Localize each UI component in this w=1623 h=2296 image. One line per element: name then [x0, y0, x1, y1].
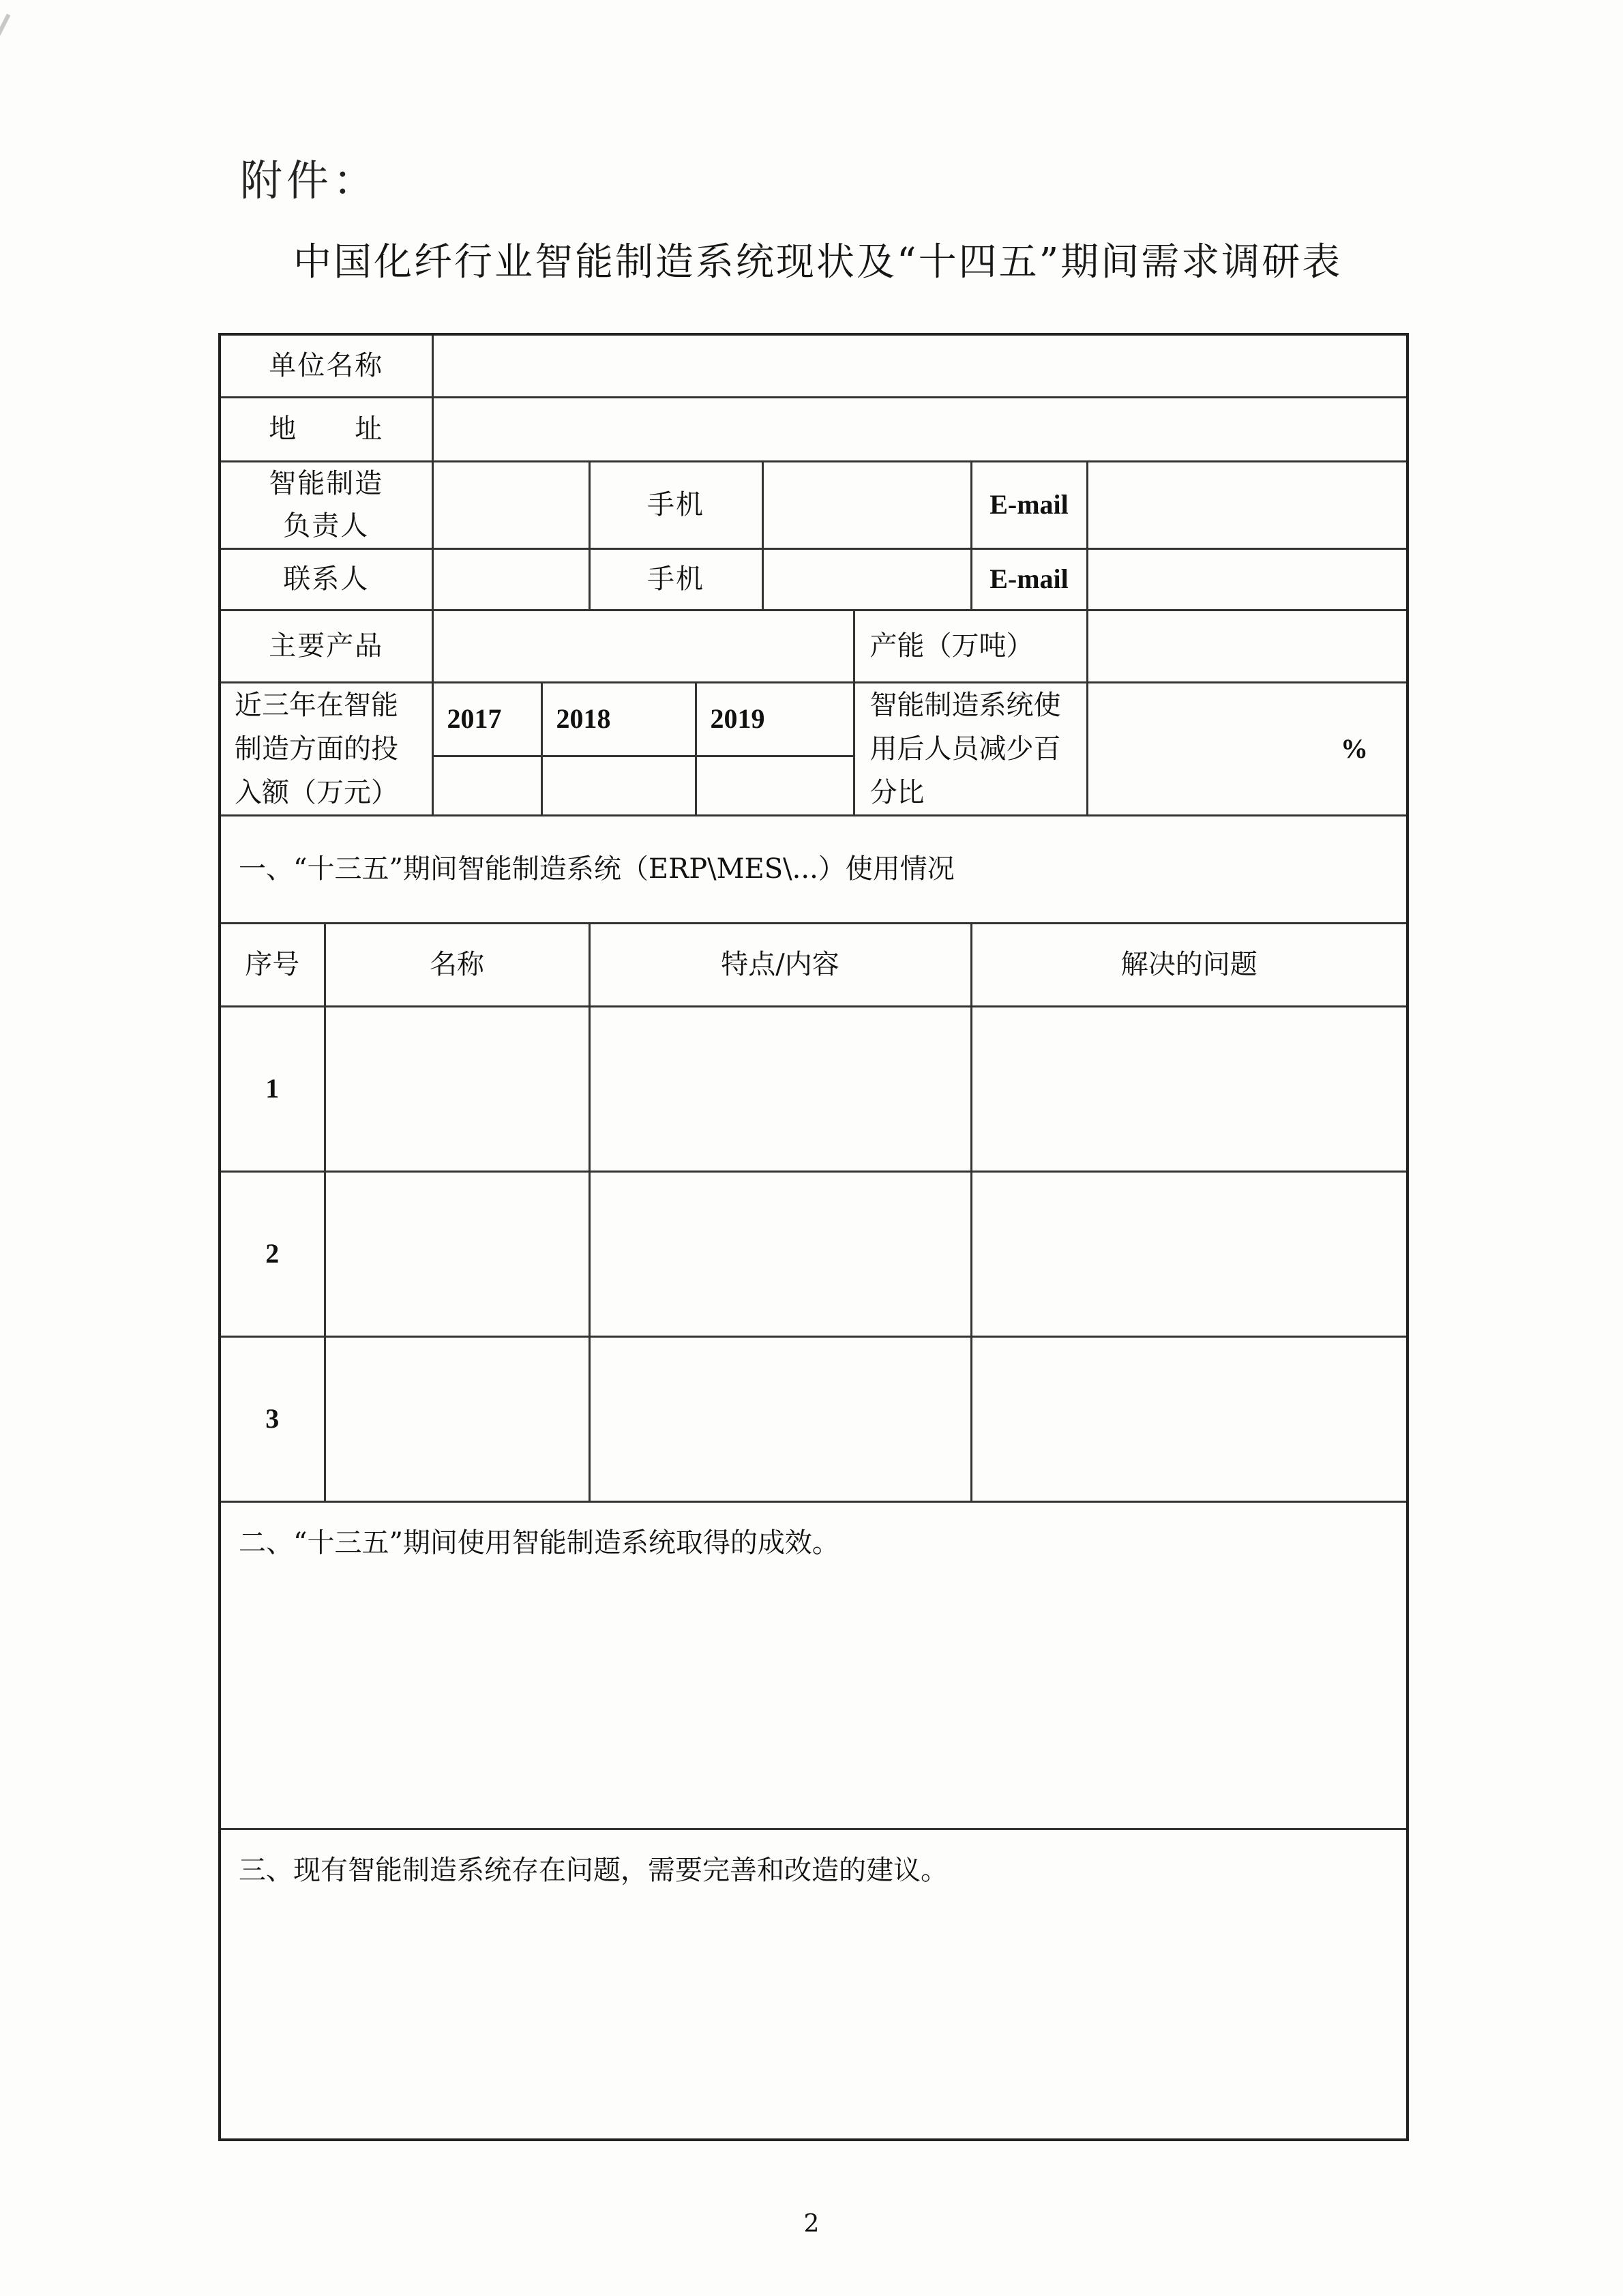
- contact-name-field[interactable]: [432, 548, 589, 610]
- year-2019-label: 2019: [696, 682, 854, 756]
- row-number: 2: [220, 1171, 325, 1336]
- section2-box[interactable]: [220, 1501, 1408, 1829]
- year-2018-label: 2018: [541, 682, 696, 756]
- section1-heading: 一、“十三五”期间智能制造系统（ERP\MES\...）使用情况: [220, 815, 1408, 923]
- column-header-name: 名称: [325, 923, 589, 1006]
- investment-label: 近三年在智能制造方面的投入额（万元）: [220, 682, 432, 815]
- section1-column-header-row: [220, 923, 1408, 1006]
- im-lead-mobile-label: 手机: [589, 461, 762, 548]
- section3-heading: 三、现有智能制造系统存在问题，需要完善和改造的建议。: [239, 1854, 948, 1886]
- address-field[interactable]: [432, 397, 1408, 461]
- address-row: [220, 397, 1408, 461]
- product-row: [220, 610, 1408, 682]
- unit-name-row: [220, 334, 1408, 397]
- table-row: [220, 1006, 1408, 1171]
- contact-email-label: E-mail: [971, 548, 1087, 610]
- year-2017-label: 2017: [432, 682, 541, 756]
- investment-year-row: [220, 682, 1408, 756]
- unit-name-label: 单位名称: [220, 334, 432, 397]
- section3-box[interactable]: [220, 1829, 1408, 2140]
- document-title: 中国化纤行业智能制造系统现状及“十四五”期间需求调研表: [293, 240, 1343, 284]
- attachment-label: 附件：: [240, 156, 380, 205]
- im-lead-label: 智能制造负责人: [220, 461, 432, 548]
- im-lead-mobile-field[interactable]: [762, 461, 971, 548]
- row-problems-field[interactable]: [971, 1336, 1408, 1501]
- capacity-label: 产能（万吨）: [854, 610, 1087, 682]
- section2-heading: 二、“十三五”期间使用智能制造系统取得的成效。: [239, 1527, 839, 1559]
- capacity-field[interactable]: [1087, 610, 1408, 682]
- contact-mobile-field[interactable]: [762, 548, 971, 610]
- survey-form-table: [218, 333, 1409, 2141]
- im-lead-email-label: E-mail: [971, 461, 1087, 548]
- row-problems-field[interactable]: [971, 1006, 1408, 1171]
- section1-heading-row: [220, 815, 1408, 923]
- column-header-problems: 解决的问题: [971, 923, 1408, 1006]
- page-number: 2: [803, 2210, 820, 2238]
- scan-edge-mark: [0, 14, 10, 216]
- invest-2018-field[interactable]: [541, 756, 696, 815]
- contact-mobile-label: 手机: [589, 548, 762, 610]
- row-features-field[interactable]: [589, 1006, 971, 1171]
- row-problems-field[interactable]: [971, 1171, 1408, 1336]
- row-name-field[interactable]: [325, 1336, 589, 1501]
- im-lead-row: [220, 461, 1408, 548]
- im-lead-email-field[interactable]: [1087, 461, 1408, 548]
- contact-email-field[interactable]: [1087, 548, 1408, 610]
- main-product-field[interactable]: [432, 610, 854, 682]
- row-name-field[interactable]: [325, 1171, 589, 1336]
- row-features-field[interactable]: [589, 1171, 971, 1336]
- invest-2017-field[interactable]: [432, 756, 541, 815]
- contact-row: [220, 548, 1408, 610]
- column-header-features: 特点/内容: [589, 923, 971, 1006]
- invest-2019-field[interactable]: [696, 756, 854, 815]
- column-header-seq: 序号: [220, 923, 325, 1006]
- row-features-field[interactable]: [589, 1336, 971, 1501]
- row-number: 1: [220, 1006, 325, 1171]
- table-row: [220, 1171, 1408, 1336]
- section3-row: [220, 1829, 1408, 2140]
- reduction-label: 智能制造系统使用后人员减少百分比: [854, 682, 1087, 815]
- row-number: 3: [220, 1336, 325, 1501]
- address-label: 地 址: [220, 397, 432, 461]
- table-row: [220, 1336, 1408, 1501]
- section2-row: [220, 1501, 1408, 1829]
- unit-name-field[interactable]: [432, 334, 1408, 397]
- main-product-label: 主要产品: [220, 610, 432, 682]
- row-name-field[interactable]: [325, 1006, 589, 1171]
- contact-label: 联系人: [220, 548, 432, 610]
- reduction-percent-field[interactable]: %: [1087, 682, 1408, 815]
- im-lead-name-field[interactable]: [432, 461, 589, 548]
